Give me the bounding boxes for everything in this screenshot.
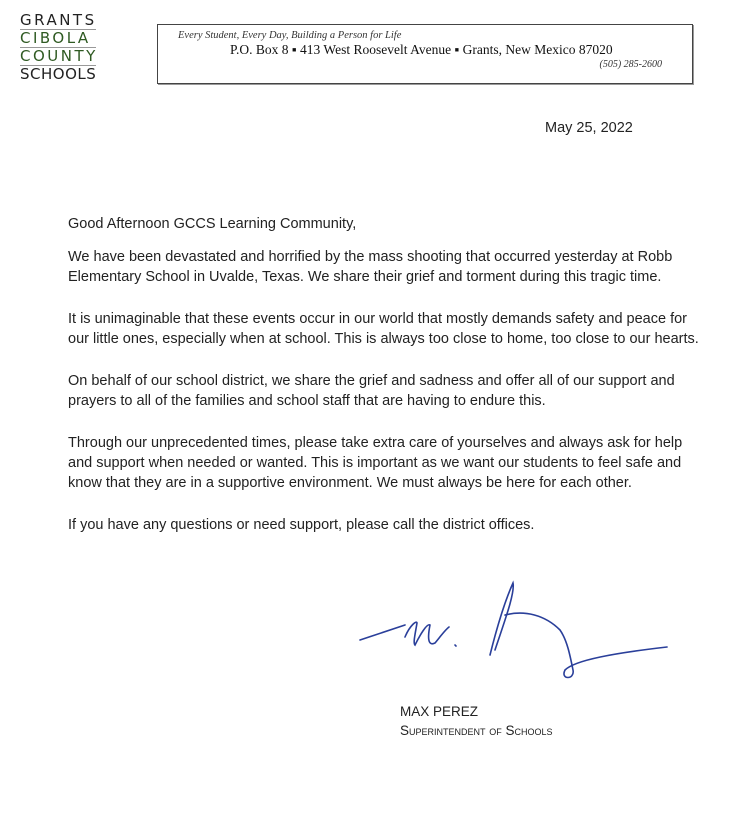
paragraph: If you have any questions or need support, please call the district offices. [68,517,535,533]
paragraph: We have been devastated and horrified by the mass shooting that occurred yesterday at Robb Elementary School in Uvalde, Texas. We share their grief and torment during this tragic time. [68,249,673,285]
address: P.O. Box 8 ▪ 413 West Roosevelt Avenue ▪ Grants, New Mexico 87020 [230,42,613,57]
logo-line: GRANTS [20,11,97,29]
logo-line: COUNTY [20,47,98,65]
logo-line: SCHOOLS [20,65,97,83]
greeting: Good Afternoon GCCS Learning Community, [68,216,357,232]
signer-name: MAX PEREZ [400,704,479,719]
paragraph: On behalf of our school district, we share the grief and sadness and offer all of our support and prayers to all of the families and school staff that are having to endure this. [68,373,675,409]
signature [355,575,675,685]
letter-body [68,214,708,557]
paragraph: It is unimaginable that these events occur in our world that mostly demands safety and peace for our little ones, especially when at school. This is always too close to home, too close to our hearts. [68,311,699,347]
signer-title: Superintendent of Schools [400,723,553,738]
motto: Every Student, Every Day, Building a Person for Life [178,30,402,41]
logo-line: CIBOLA [20,30,96,48]
letterhead-box [157,24,693,84]
phone: (505) 285-2600 [599,59,662,70]
paragraph: Through our unprecedented times, please take extra care of yourselves and always ask for help and support when needed or wanted. This is important as we want our students to feel safe and know that they are in a supportive environment. We must always be here for each other. [68,435,683,491]
letter-date: May 25, 2022 [545,120,633,136]
district-logo [20,12,96,83]
